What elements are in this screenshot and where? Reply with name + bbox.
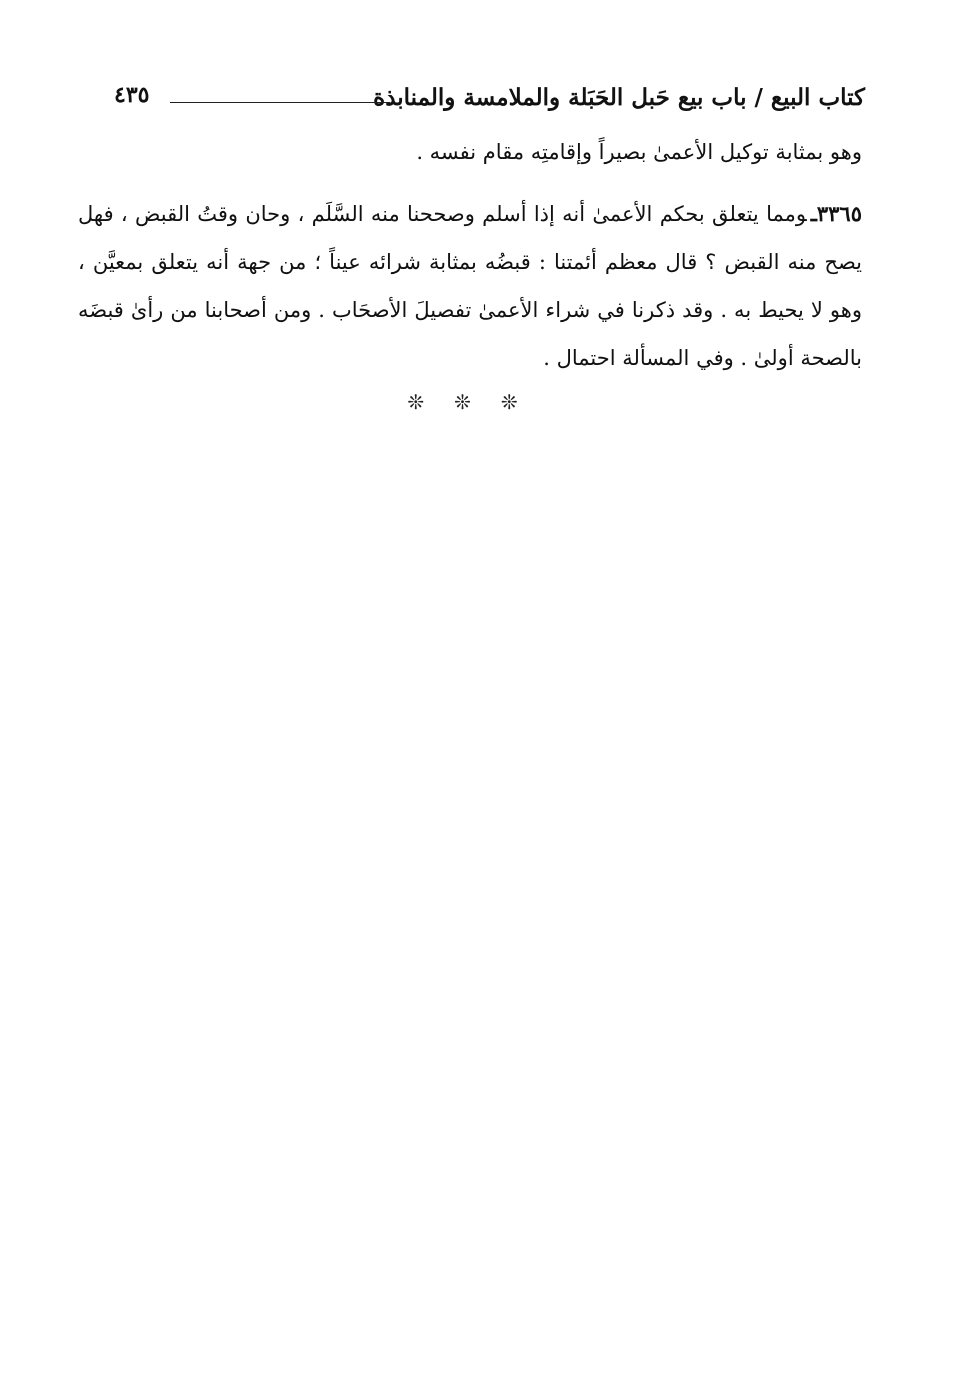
issue-text: ومما يتعلق بحكم الأعمىٰ أنه إذا أسلم وصححنا منه السَّلَم ، وحان وقتُ القبض ، فهل يصح منه القبض ؟ قال معظم أئمتنا : قبضُه بمثابة شرائه عيناً ؛ من جهة أنه يتعلق بمعيَّن ، وهو لا يحيط به . وقد ذكرنا في شراء الأعمىٰ تفصيلَ الأصحَاب . ومن أصحابنا من رأىٰ قبضَه بالصحة أولىٰ . وفي المسألة احتمال .	[78, 202, 862, 370]
continued-paragraph: وهو بمثابة توكيل الأعمىٰ بصيراً وإقامتِه مقام نفسه .	[416, 140, 862, 164]
body-text	[78, 128, 862, 382]
section-ornament: ❊❊❊	[407, 390, 548, 414]
issue-number: ٣٣٦٥ـ	[810, 201, 862, 226]
page-header	[100, 80, 865, 124]
issue-paragraph	[78, 190, 862, 382]
page-number: ٤٣٥	[114, 82, 150, 108]
header-rule	[170, 102, 390, 103]
running-head: كتاب البيع / باب بيع حَبل الحَبَلة والملامسة والمنابذة	[373, 84, 865, 111]
